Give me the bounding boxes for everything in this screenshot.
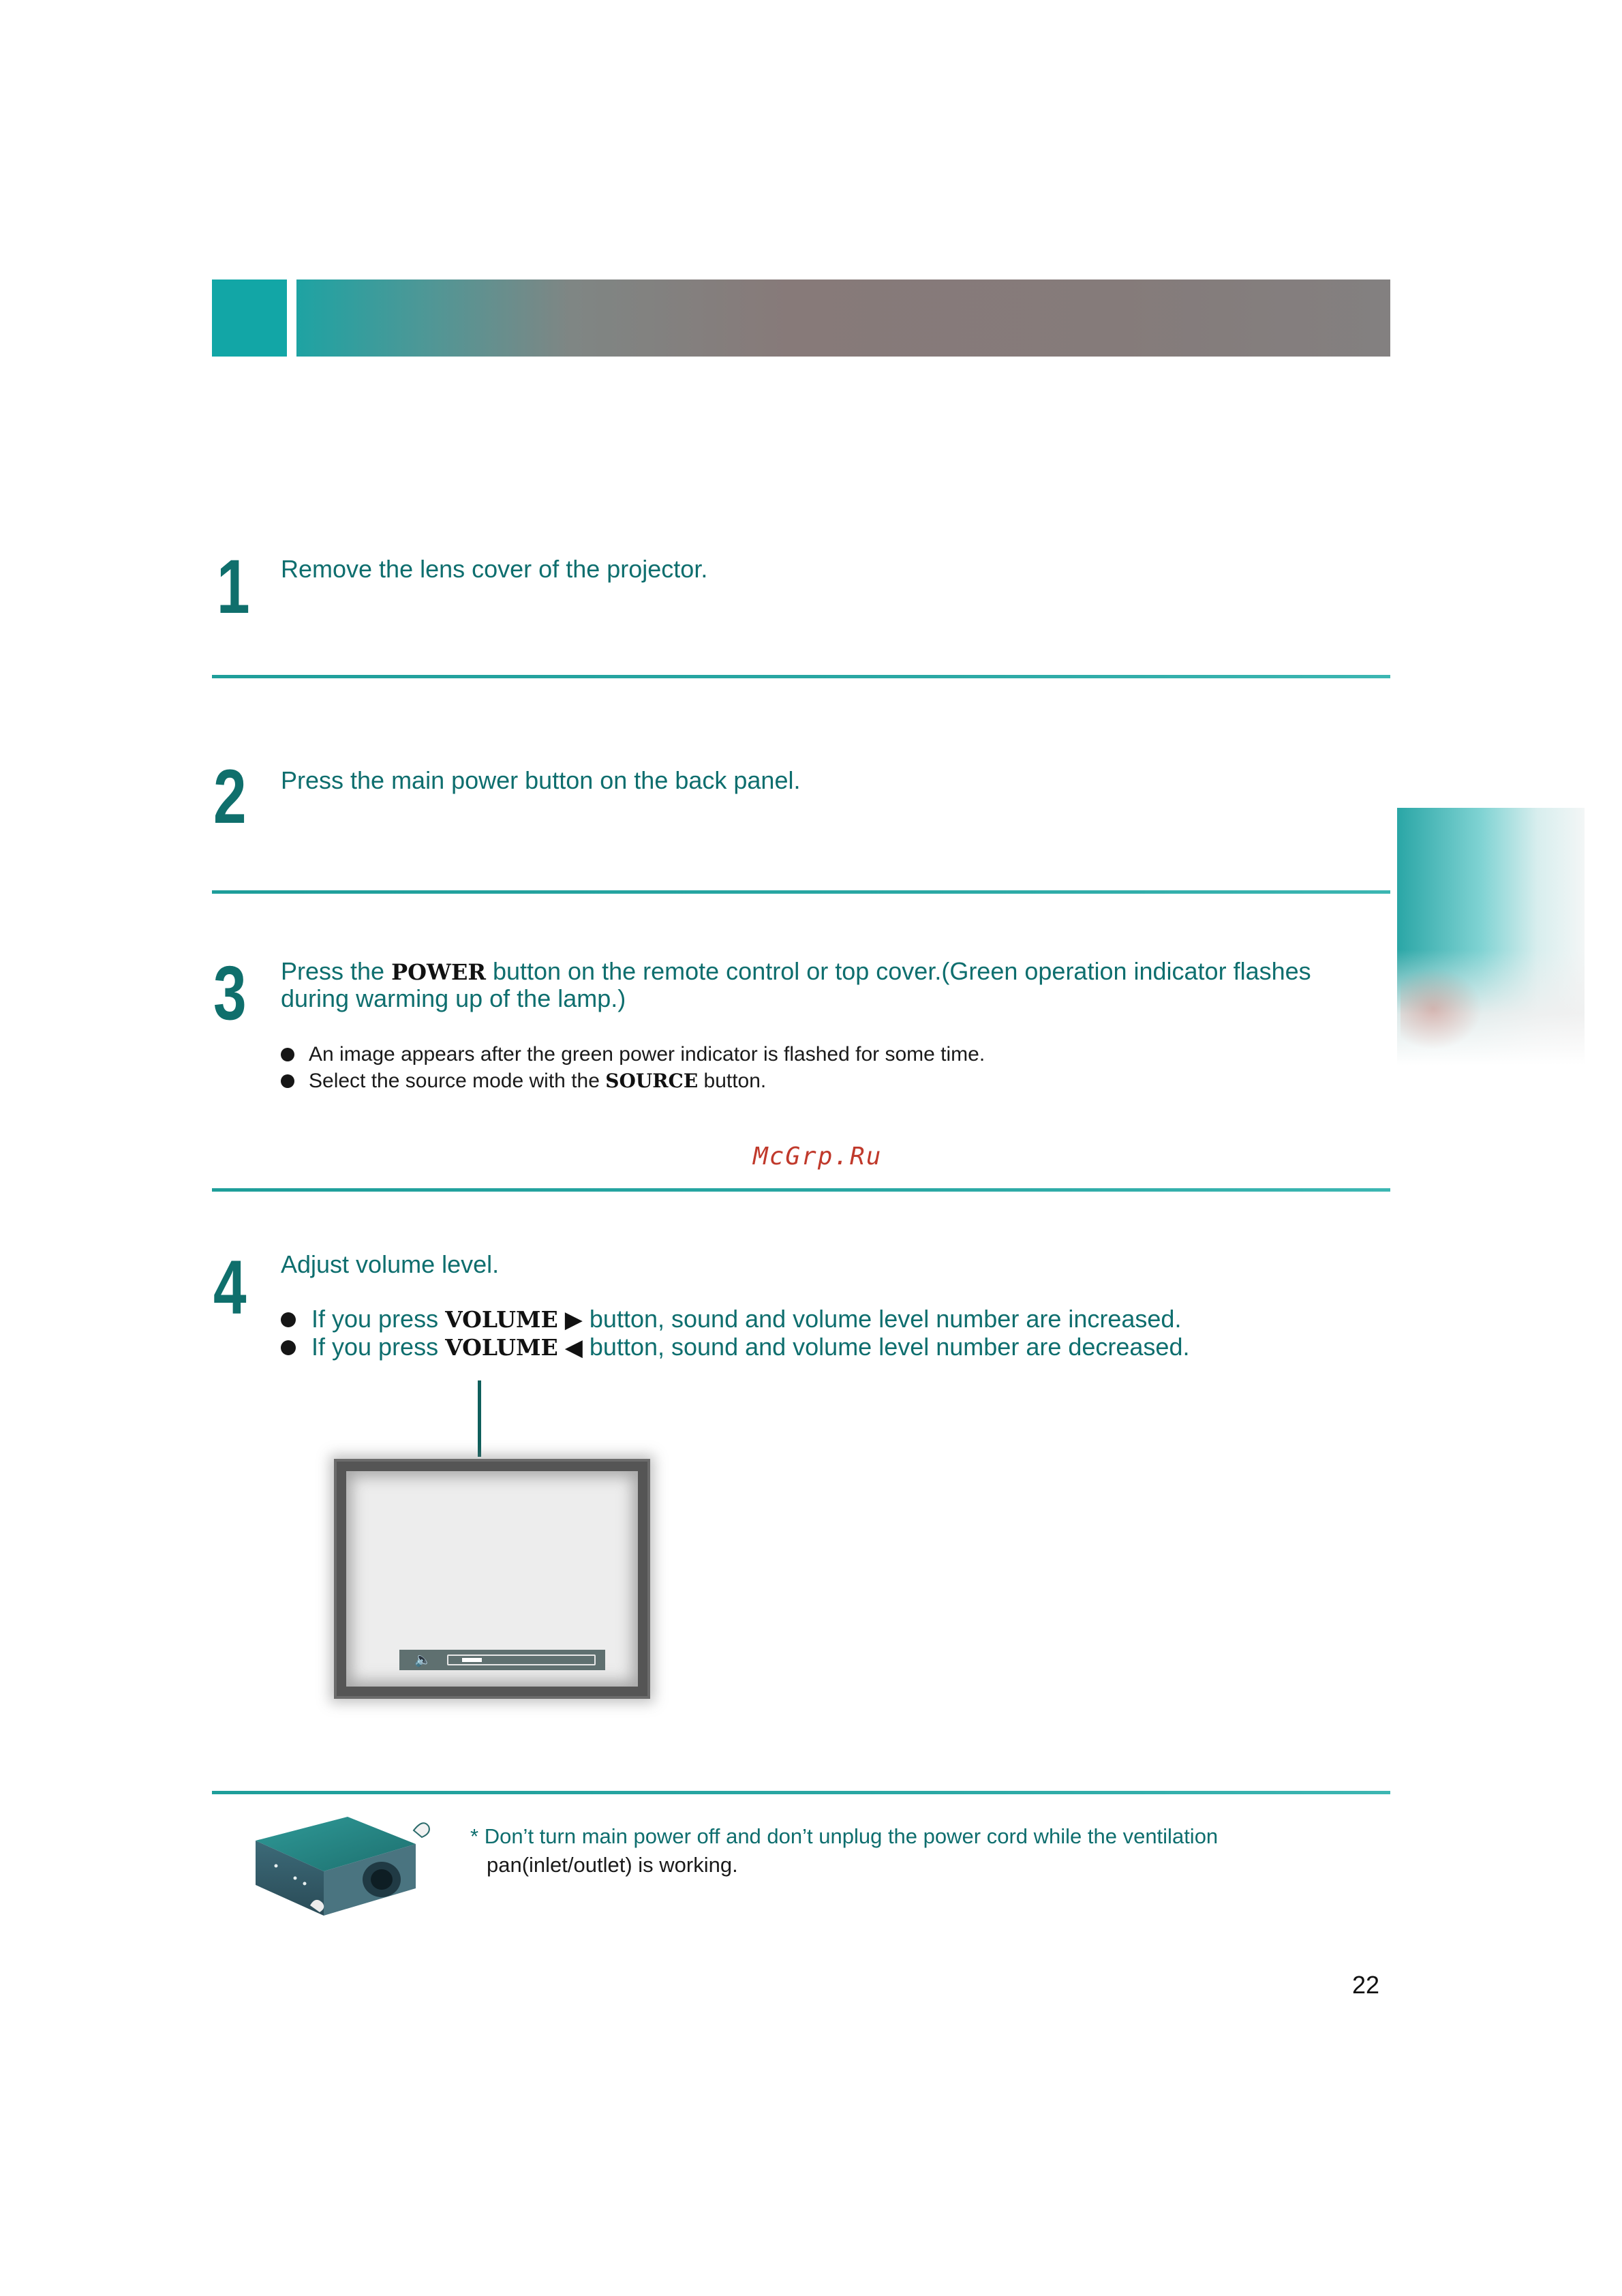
bullet-text-post: button, sound and volume level number are increased. [582, 1305, 1182, 1333]
step-4-bullets [281, 1305, 1189, 1361]
note-line-1: Don’t turn main power off and don’t unplug the power cord while the ventilation [478, 1824, 1219, 1848]
side-tab-shade [1401, 968, 1482, 1050]
list-item [281, 1305, 1189, 1333]
left-arrow-icon: ◀ [564, 1335, 583, 1361]
step-4-number: 4 [213, 1245, 247, 1330]
source-button-label: SOURCE [605, 1070, 699, 1092]
volume-button-label: VOLUME [445, 1306, 558, 1333]
bullet-text-post: button. [698, 1070, 767, 1092]
header-accent-square [212, 280, 287, 357]
step-3-number: 3 [213, 950, 247, 1036]
list-item [281, 1041, 985, 1068]
bullet-dot [281, 1048, 294, 1061]
bullet-text: An image appears after the green power indicator is flashed for some time. [309, 1043, 985, 1066]
bullet-text-post: button, sound and volume level number are decreased. [582, 1333, 1190, 1361]
bullet-dot [281, 1340, 296, 1355]
step-3-text-line2: during warming up of the lamp.) [281, 984, 626, 1012]
speaker-icon: 🔈 [414, 1652, 431, 1667]
step-3-text-pre: Press the [281, 957, 392, 985]
caution-note [470, 1822, 1218, 1879]
right-arrow-icon: ▶ [564, 1307, 583, 1333]
section-divider [212, 675, 1390, 678]
projected-screen-illustration [334, 1459, 650, 1699]
volume-level-track [447, 1655, 596, 1665]
step-3-bullets [281, 1041, 985, 1094]
bullet-dot [281, 1312, 296, 1327]
step-1-text: Remove the lens cover of the projector. [281, 555, 708, 583]
section-divider [212, 1791, 1390, 1794]
watermark: McGrp.Ru [753, 1143, 883, 1170]
header-banner [296, 280, 1390, 357]
projector-illustration [235, 1803, 440, 1939]
bullet-dot [281, 1074, 294, 1088]
section-divider [212, 1188, 1390, 1192]
power-button-label: POWER [391, 959, 486, 985]
step-3-text-line1 [281, 958, 1311, 986]
page-number: 22 [1352, 1971, 1380, 1999]
note-line-2: pan(inlet/outlet) is working. [487, 1853, 738, 1877]
step-3-text-post: button on the remote control or top cover.(Green operation indicator flashes [485, 957, 1311, 985]
step-2-number: 2 [213, 754, 247, 839]
step-2-text: Press the main power button on the back panel. [281, 766, 801, 794]
volume-level-fill [462, 1658, 482, 1662]
bullet-text-pre: If you press [311, 1333, 446, 1361]
note-asterisk: * [470, 1824, 479, 1848]
callout-line [478, 1380, 481, 1457]
step-4-text: Adjust volume level. [281, 1250, 500, 1278]
volume-osd-bar [399, 1650, 605, 1670]
list-item [281, 1068, 985, 1094]
bullet-text-pre: If you press [311, 1305, 446, 1333]
list-item [281, 1333, 1189, 1361]
volume-button-label: VOLUME [445, 1334, 558, 1361]
step-1-number: 1 [217, 544, 250, 629]
section-divider [212, 890, 1390, 894]
bullet-text-pre: Select the source mode with the [309, 1070, 606, 1092]
